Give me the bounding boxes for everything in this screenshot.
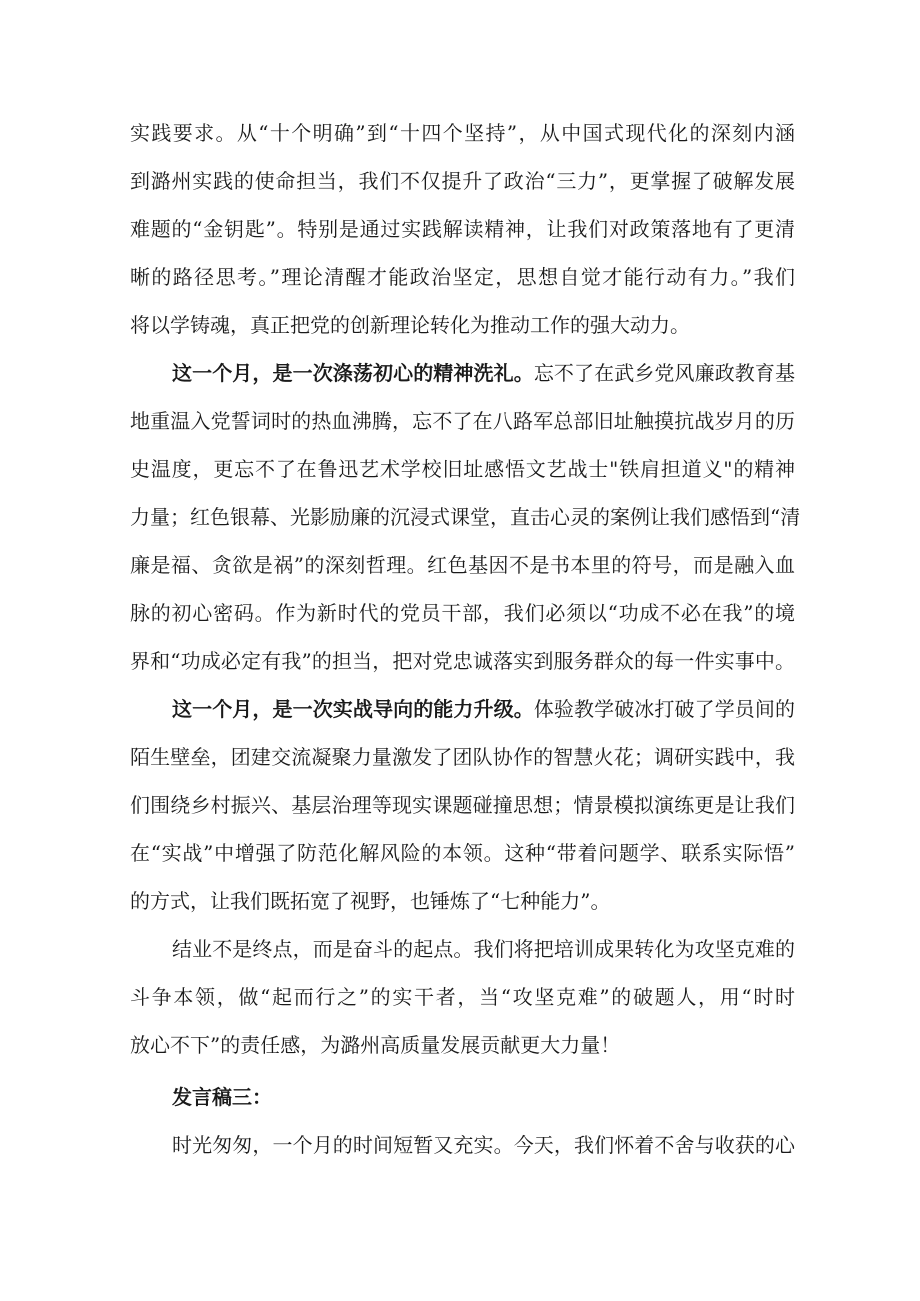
text-line: 界和“功成必定有我”的担当，把对党忠诚落实到服务群众的每一件实事中。 [130,649,795,673]
paragraph-lead-bold: 这一个月，是一次涤荡初心的精神洗礼。 [172,361,534,385]
text-line: 的方式，让我们既拓宽了视野，也锤炼了“七种能力”。 [130,889,611,913]
paragraph-first-line: 结业不是终点，而是奋斗的起点。我们将把培训成果转化为攻坚克难的 [172,937,795,961]
text-line: 地重温入党誓词时的热血沸腾，忘不了在八路军总部旧址触摸抗战岁月的历 [130,409,795,433]
text-line: 们围绕乡村振兴、基层治理等现实课题碰撞思想；情景模拟演练更是让我们 [130,793,795,817]
paragraph-first-rest: 体验教学破冰打破了学员间的 [533,697,796,721]
text-line: 实践要求。从“十个明确”到“十四个坚持”，从中国式现代化的深刻内涵 [130,121,795,145]
text-line: 到潞州实践的使命担当，我们不仅提升了政治“三力”，更掌握了破解发展 [130,169,795,193]
text-line: 史温度，更忘不了在鲁迅艺术学校旧址感悟文艺战士"铁肩担道义"的精神 [130,457,795,481]
text-line: 晰的路径思考。”理论清醒才能政治坚定，思想自觉才能行动有力。”我们 [130,265,795,289]
text-line: 将以学铸魂，真正把党的创新理论转化为推动工作的强大动力。 [130,313,690,337]
paragraph-first-line: 时光匆匆，一个月的时间短暂又充实。今天，我们怀着不舍与收获的心 [172,1133,795,1157]
paragraph-lead-bold: 这一个月，是一次实战导向的能力升级。 [172,697,534,721]
text-line: 在“实战”中增强了防范化解风险的本领。这种“带着问题学、联系实际悟” [130,841,795,865]
section-heading: 发言稿三： [172,1085,272,1109]
text-line: 力量；红色银幕、光影励廉的沉浸式课堂，直击心灵的案例让我们感悟到“清 [130,505,801,529]
text-line: 廉是福、贪欲是祸”的深刻哲理。红色基因不是书本里的符号，而是融入血 [130,553,795,577]
text-line: 斗争本领，做“起而行之”的实干者，当“攻坚克难”的破题人，用“时时 [130,985,795,1009]
text-line: 陌生壁垒，团建交流凝聚力量激发了团队协作的智慧火花；调研实践中，我 [130,745,795,769]
text-line: 难题的“金钥匙”。特别是通过实践解读精神，让我们对政策落地有了更清 [130,217,795,241]
paragraph-first-line [172,356,795,390]
paragraph-first-rest: 忘不了在武乡党风廉政教育基 [533,361,796,385]
paragraph-first-line [172,692,795,726]
text-line: 放心不下”的责任感，为潞州高质量发展贡献更大力量！ [130,1033,621,1057]
text-line: 脉的初心密码。作为新时代的党员干部，我们必须以“功成不必在我”的境 [130,601,795,625]
